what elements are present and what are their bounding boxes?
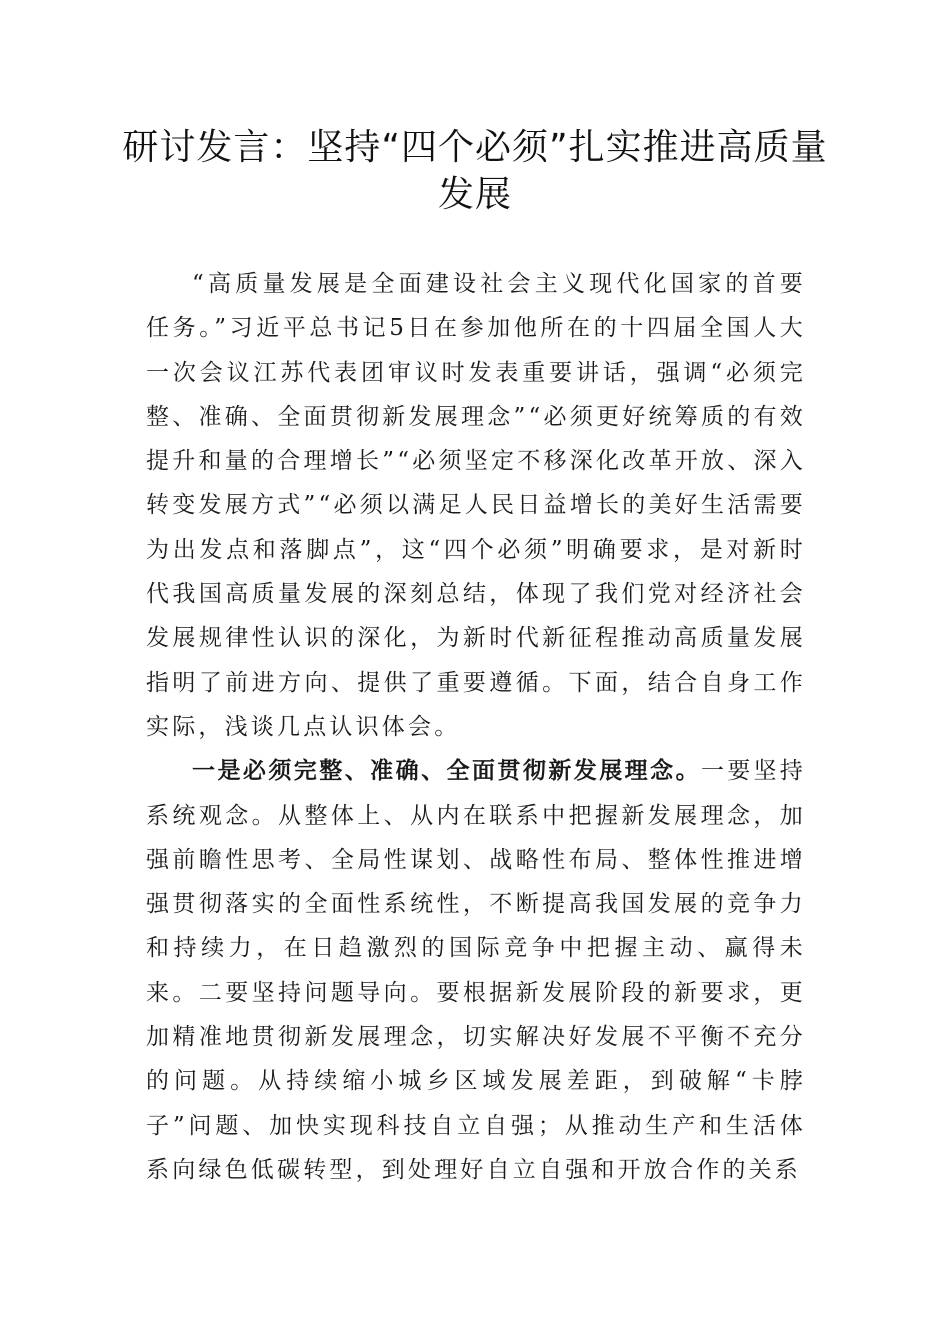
paragraph-lead: 一是必须完整、准确、全面贯彻新发展理念。 — [192, 758, 702, 785]
paragraph-text: “高质量发展是全面建设社会主义现代化国家的首要任务。”习近平总书记5日在参加他所在的十四届全国人大一次会议江苏代表团审议时发表重要讲话，强调“必须完整、准确、全面贯彻新发展理念”“必须更好统筹质的有效提升和量的合理增长”“必须坚定不移深化改革开放、深入转变发展方式”“必须以满足人民日益增长的美好生活需要为出发点和落脚点”，这“四个必须”明确要求，是对新时代我国高质量发展的深刻总结，体现了我们党对经济社会发展规律性认识的深化，为新时代新征程推动高质量发展指明了前进方向、提供了重要遵循。下面，结合自身工作实际，浅谈几点认识体会。 — [146, 271, 806, 740]
paragraph-point-one — [146, 749, 806, 1192]
paragraph-text: 一要坚持系统观念。从整体上、从内在联系中把握新发展理念，加强前瞻性思考、全局性谋划、战略性布局、整体性推进增强贯彻落实的全面性系统性，不断提高我国发展的竞争力和持续力，在日趋激烈的国际竞争中把握主动、赢得未来。二要坚持问题导向。要根据新发展阶段的新要求，更加精准地贯彻新发展理念，切实解决好发展不平衡不充分的问题。从持续缩小城乡区域发展差距，到破解“卡脖子”问题、加快实现科技自立自强；从推动生产和生活体系向绿色低碳转型，到处理好自立自强和开放合作的关系 — [146, 758, 807, 1183]
document-title: 研讨发言：坚持“四个必须”扎实推进高质量发展 — [122, 127, 828, 215]
document-body — [146, 262, 806, 1192]
paragraph-intro — [146, 262, 806, 749]
